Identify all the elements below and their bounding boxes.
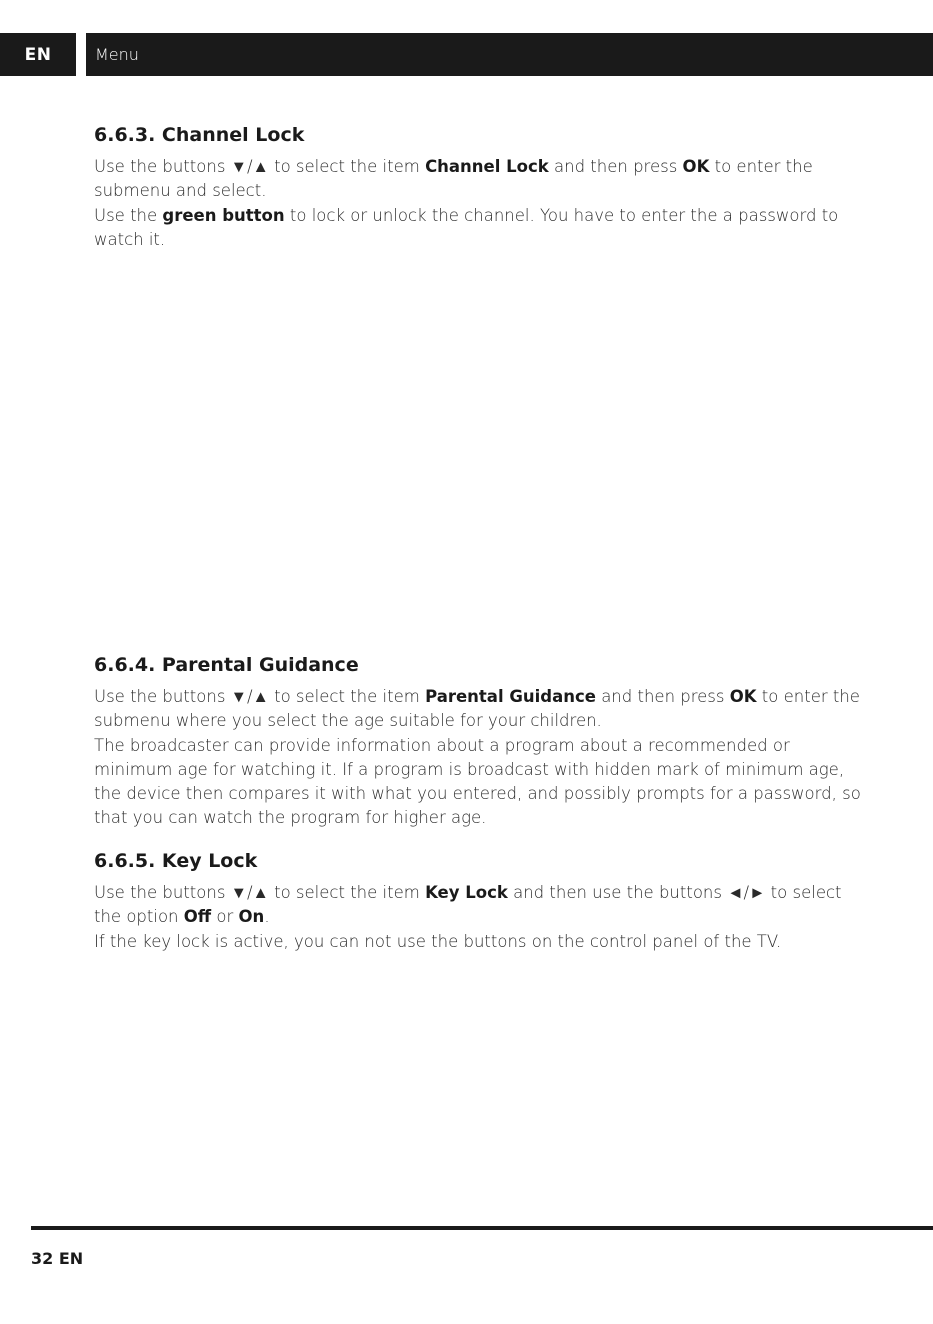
bold-term: Channel Lock xyxy=(425,157,549,176)
page-number: 32 EN xyxy=(31,1249,84,1268)
section-title: 6.6.3. Channel Lock xyxy=(94,124,305,146)
bold-term: OK xyxy=(682,157,710,176)
bold-term: OK xyxy=(729,687,757,706)
bold-term: green button xyxy=(162,205,285,225)
section-paragraph xyxy=(94,204,854,253)
header-bar xyxy=(86,33,933,76)
section-paragraph: If the key lock is active, you can not use the buttons on the control panel of the TV. xyxy=(94,931,782,951)
text-run: and then press xyxy=(548,157,683,176)
text-run: Use the buttons ▼/▲ to select the item xyxy=(94,687,426,706)
section-paragraph xyxy=(94,685,864,734)
section-title: 6.6.5. Key Lock xyxy=(94,850,258,872)
text-run: to lock or unlock the channel. You have to enter the a password to watch it. xyxy=(94,205,839,249)
language-label: EN xyxy=(24,44,52,65)
language-tab xyxy=(0,33,76,76)
text-run: and then press xyxy=(595,687,730,706)
text-run: Use the buttons ▼/▲ to select the item xyxy=(94,157,426,176)
text-run: to enter the submenu and select. xyxy=(94,157,813,201)
text-run: or xyxy=(211,907,239,927)
section-title: 6.6.4. Parental Guidance xyxy=(94,654,359,676)
section-key-lock xyxy=(94,849,864,954)
bold-term: Parental Guidance xyxy=(425,687,596,706)
text-run: Use the xyxy=(94,205,163,225)
section-channel-lock xyxy=(94,123,854,252)
footer-divider xyxy=(31,1226,933,1230)
section-paragraph xyxy=(94,881,864,930)
text-run: . xyxy=(264,907,270,927)
bold-term: Off xyxy=(183,907,212,927)
section-parental-guidance xyxy=(94,653,864,831)
bold-term: Key Lock xyxy=(425,883,508,902)
text-run: and then use the buttons ◄/► to select the option xyxy=(94,883,842,927)
text-run: to enter the submenu where you select the age suitable for your children. xyxy=(94,687,860,731)
text-run: Use the buttons ▼/▲ to select the item xyxy=(94,883,426,902)
section-paragraph xyxy=(94,155,854,204)
header-section-title: Menu xyxy=(95,45,139,64)
bold-term: On xyxy=(238,907,265,927)
section-paragraph: The broadcaster can provide information about a program about a recommended or minimum age for watching it. If a program is broadcast with hidden mark of minimum age, the device then compares it with what you entered, and possibly prompts for a password, so that you can watch the program for higher age. xyxy=(94,735,861,828)
